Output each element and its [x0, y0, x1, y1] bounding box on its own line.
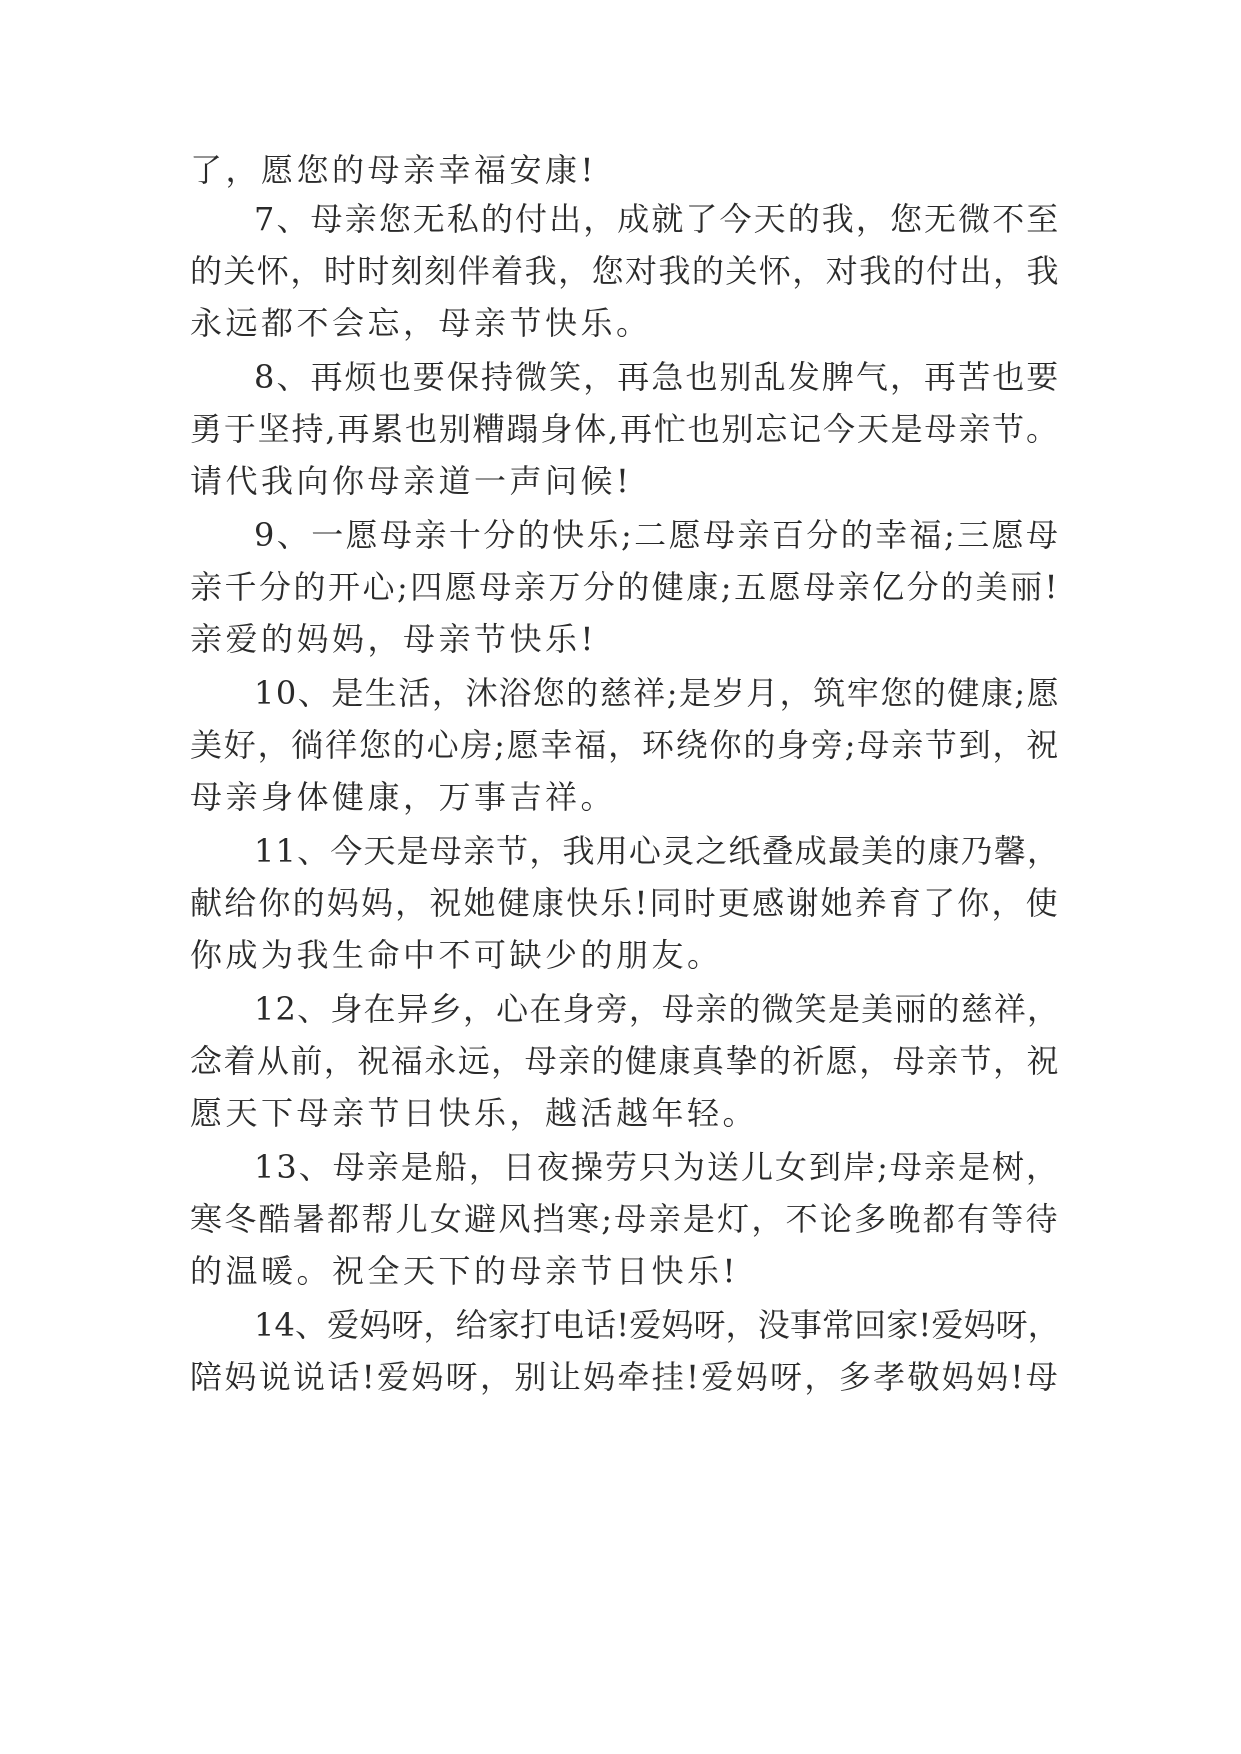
paragraph-14-first-line: 14、爱妈呀，给家打电话!爱妈呀，没事常回家!爱妈呀，: [254, 1306, 1060, 1344]
text-line: 寒冬酷暑都帮儿女避风挡寒;母亲是灯，不论多晚都有等待: [190, 1200, 1060, 1238]
text-line: 愿天下母亲节日快乐，越活越年轻。: [190, 1094, 759, 1132]
text-line: 亲爱的妈妈，母亲节快乐!: [190, 620, 597, 658]
text-line: 献给你的妈妈，祝她健康快乐!同时更感谢她养育了你，使: [190, 884, 1060, 922]
text-line: 陪妈说说话!爱妈呀，别让妈牵挂!爱妈呀，多孝敬妈妈!母: [190, 1358, 1061, 1396]
text-line: 勇于坚持,再累也别糟蹋身体,再忙也别忘记今天是母亲节。: [190, 410, 1060, 448]
text-line: 美好，徜徉您的心房;愿幸福，环绕你的身旁;母亲节到，祝: [190, 726, 1061, 764]
paragraph-10-first-line: 10、是生活，沐浴您的慈祥;是岁月，筑牢您的健康;愿: [254, 674, 1061, 712]
text-line: 请代我向你母亲道一声问候!: [190, 462, 633, 500]
text-line: 你成为我生命中不可缺少的朋友。: [190, 936, 723, 974]
text-line: 了，愿您的母亲幸福安康!: [190, 151, 597, 189]
paragraph-12-first-line: 12、身在异乡，心在身旁，母亲的微笑是美丽的慈祥，: [254, 990, 1061, 1028]
paragraph-13-first-line: 13、母亲是船，日夜操劳只为送儿女到岸;母亲是树，: [254, 1148, 1061, 1186]
text-line: 念着从前，祝福永远，母亲的健康真挚的祈愿，母亲节，祝: [190, 1042, 1061, 1080]
paragraph-9-first-line: 9、一愿母亲十分的快乐;二愿母亲百分的幸福;三愿母: [254, 516, 1061, 554]
paragraph-11-first-line: 11、今天是母亲节，我用心灵之纸叠成最美的康乃馨，: [254, 832, 1061, 870]
text-line: 母亲身体健康，万事吉祥。: [190, 778, 617, 816]
text-line: 亲千分的开心;四愿母亲万分的健康;五愿母亲亿分的美丽!: [190, 568, 1060, 606]
text-line: 永远都不会忘，母亲节快乐。: [190, 304, 652, 342]
text-line: 的温暖。祝全天下的母亲节日快乐!: [190, 1252, 739, 1290]
text-line: 的关怀，时时刻刻伴着我，您对我的关怀，对我的付出，我: [190, 252, 1061, 290]
paragraph-8-first-line: 8、再烦也要保持微笑，再急也别乱发脾气，再苦也要: [254, 358, 1061, 396]
paragraph-7-first-line: 7、母亲您无私的付出，成就了今天的我，您无微不至: [254, 200, 1061, 238]
